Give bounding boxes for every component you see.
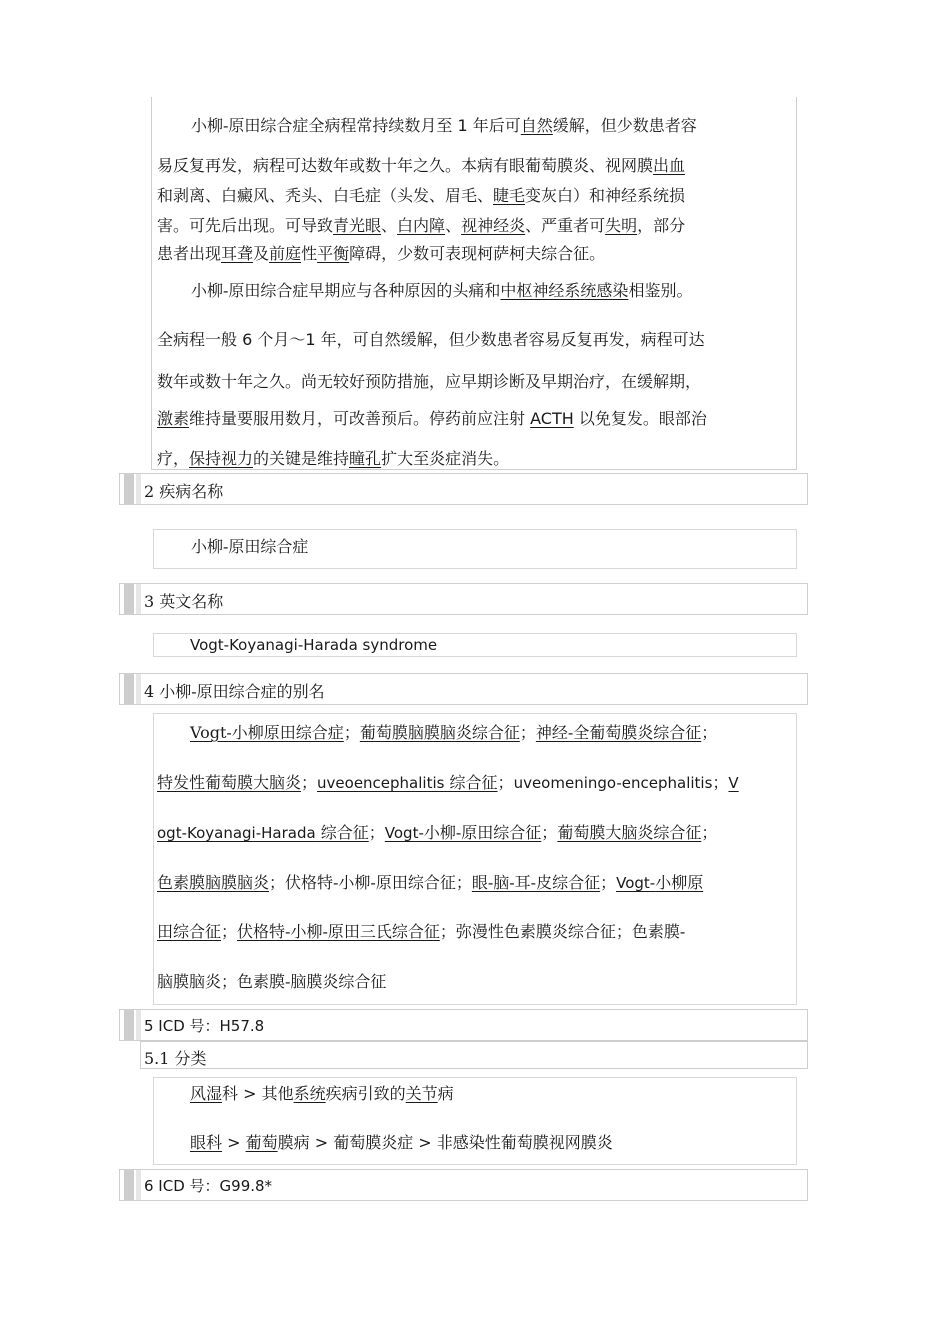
breadcrumb-rheumatology[interactable]: 风湿 <box>190 1084 223 1103</box>
classification-box <box>153 1077 797 1165</box>
header-bar-light <box>136 1170 141 1200</box>
section-header-aliases: 4 小柳-原田综合症的别名 <box>119 673 808 705</box>
section-header-english-name: 3 英文名称 <box>119 583 808 615</box>
breadcrumb-joint[interactable]: 关节 <box>405 1084 438 1103</box>
subsection-classification: 5.1 分类 <box>140 1041 808 1069</box>
alias-link[interactable]: ogt-Koyanagi-Harada 综合征 <box>157 823 369 842</box>
link-glaucoma[interactable]: 青光眼 <box>333 216 382 235</box>
link-hormone[interactable]: 激素 <box>157 409 190 428</box>
header-bar <box>124 1010 134 1040</box>
section-header-icd-h57: 5 ICD 号：H57.8 <box>119 1009 808 1041</box>
alias-link[interactable]: 眼-脑-耳-皮综合征 <box>471 873 601 892</box>
alias-link[interactable]: Vogt-小柳-原田综合征 <box>384 823 542 842</box>
chevron-right-icon: > <box>222 1133 246 1152</box>
intro-p1-line5: 患者出现耳聋及前庭性平衡障碍，少数可表现柯萨柯夫综合征。 <box>157 244 606 263</box>
aliases-line3: ogt-Koyanagi-Harada 综合征；Vogt-小柳-原田综合征；葡萄膜大脑炎综合征； <box>157 823 718 842</box>
alias-link[interactable]: 色素膜脑膜脑炎 <box>157 873 270 892</box>
link-blindness[interactable]: 失明 <box>605 216 638 235</box>
header-bar-light <box>136 1010 141 1040</box>
english-name-box <box>153 633 797 657</box>
header-bar <box>124 674 134 704</box>
link-acth[interactable]: ACTH <box>530 409 574 428</box>
link-optic-neuritis[interactable]: 视神经炎 <box>461 216 526 235</box>
alias-link[interactable]: 伏格特-小柳-原田三氏综合征 <box>237 922 440 941</box>
intro-p1-line3: 和剥离、白癜风、秃头、白毛症（头发、眉毛、睫毛变灰白）和神经系统损 <box>157 186 686 205</box>
chevron-right-icon: > <box>314 1133 334 1152</box>
alias-link[interactable]: 葡萄膜大脑炎综合征 <box>557 823 702 842</box>
alias-link[interactable]: V <box>728 774 739 792</box>
chevron-right-icon: > <box>243 1084 262 1103</box>
intro-p1-line1: 小柳-原田综合症全病程常持续数月至 1 年后可自然缓解，但少数患者容 <box>191 116 697 135</box>
intro-p3-line3: 激素维持量要服用数月，可改善预后。停药前应注射 ACTH 以免复发。眼部治 <box>157 409 707 428</box>
breadcrumb-grape[interactable]: 葡萄 <box>245 1133 278 1152</box>
alias-link[interactable]: Vogt-小柳原 <box>616 873 704 892</box>
alias-link[interactable]: uveoencephalitis 综合征 <box>317 773 498 792</box>
intro-p3-line1: 全病程一般 6 个月～1 年，可自然缓解，但少数患者容易反复再发，病程可达 <box>157 330 705 349</box>
aliases-line5: 田综合征；伏格特-小柳-原田三氏综合征；弥漫性色素膜炎综合征；色素膜- <box>157 922 686 941</box>
link-bleeding[interactable]: 出血 <box>653 156 686 175</box>
intro-p1-line2: 易反复再发，病程可达数年或数十年之久。本病有眼葡萄膜炎、视网膜出血 <box>157 156 686 175</box>
header-bar-light <box>136 474 141 504</box>
section-header-icd-g99: 6 ICD 号：G99.8* <box>119 1169 808 1201</box>
intro-p2: 小柳-原田综合症早期应与各种原因的头痛和中枢神经系统感染相鉴别。 <box>191 281 693 300</box>
link-balance[interactable]: 平衡 <box>317 244 350 263</box>
aliases-line6: 脑膜脑炎；色素膜-脑膜炎综合征 <box>157 972 387 991</box>
breadcrumb-ophthalmology[interactable]: 眼科 <box>190 1133 223 1152</box>
header-bar <box>124 1170 134 1200</box>
classification-path-2: 眼科 > 葡萄膜病 > 葡萄膜炎症 > 非感染性葡萄膜视网膜炎 <box>190 1133 613 1152</box>
header-bar-light <box>136 674 141 704</box>
alias-link[interactable]: Vogt-小柳原田综合症 <box>190 723 344 742</box>
link-pupil[interactable]: 瞳孔 <box>349 449 382 468</box>
link-deafness[interactable]: 耳聋 <box>221 244 254 263</box>
alias-link[interactable]: 特发性葡萄膜大脑炎 <box>157 773 302 792</box>
intro-p3-line4: 疗，保持视力的关键是维持瞳孔扩大至炎症消失。 <box>157 449 510 468</box>
link-eyelash[interactable]: 睫毛 <box>493 186 526 205</box>
intro-p3-line2: 数年或数十年之久。尚无较好预防措施，应早期诊断及早期治疗，在缓解期， <box>157 372 702 391</box>
header-bar <box>124 474 134 504</box>
link-natural[interactable]: 自然 <box>520 116 553 135</box>
link-preserve-vision[interactable]: 保持视力 <box>189 449 254 468</box>
english-name: Vogt-Koyanagi-Harada syndrome <box>190 636 438 654</box>
header-bar <box>124 584 134 614</box>
intro-p1-line4: 害。可先后出现。可导致青光眼、白内障、视神经炎、严重者可失明，部分 <box>157 216 686 235</box>
alias-link[interactable]: 神经-全葡萄膜炎综合征 <box>535 723 702 742</box>
section-header-disease-name: 2 疾病名称 <box>119 473 808 505</box>
alias-link[interactable]: 田综合征 <box>157 922 222 941</box>
link-cataract[interactable]: 白内障 <box>397 216 446 235</box>
breadcrumb-system[interactable]: 系统 <box>293 1084 326 1103</box>
classification-path-1: 风湿科 > 其他系统疾病引致的关节病 <box>190 1084 454 1103</box>
disease-name: 小柳-原田综合症 <box>191 537 309 556</box>
alias-link[interactable]: 葡萄膜脑膜脑炎综合征 <box>359 723 520 742</box>
aliases-line4: 色素膜脑膜脑炎；伏格特-小柳-原田综合征；眼-脑-耳-皮综合征；Vogt-小柳原 <box>157 873 704 892</box>
header-bar-light <box>136 584 141 614</box>
aliases-box <box>153 713 797 1005</box>
aliases-line2: 特发性葡萄膜大脑炎；uveoencephalitis 综合征；uveomeningo-encephalitis；V <box>157 773 739 792</box>
link-cns-infection[interactable]: 中枢神经系统感染 <box>500 281 629 300</box>
aliases-line1: Vogt-小柳原田综合症；葡萄膜脑膜脑炎综合征；神经-全葡萄膜炎综合征； <box>190 723 718 742</box>
disease-name-box <box>153 529 797 569</box>
chevron-right-icon: > <box>418 1133 437 1152</box>
link-vestibule[interactable]: 前庭 <box>269 244 302 263</box>
